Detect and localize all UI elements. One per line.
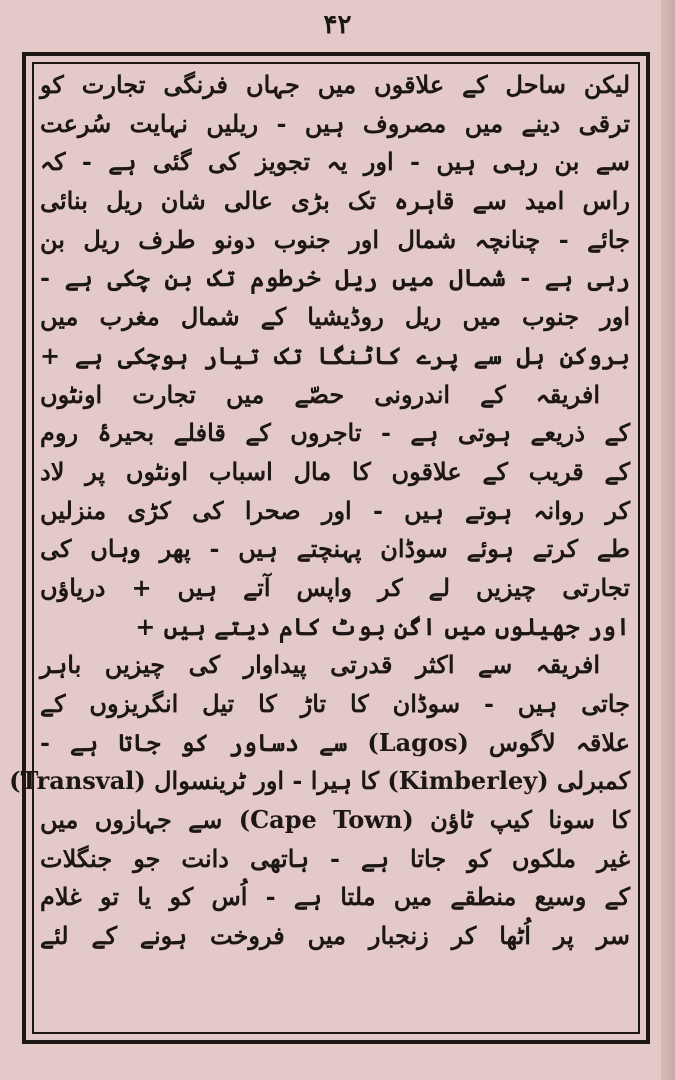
text-line: جاتی ہیں - سوڈان کا تاڑ کا تیل انگریزوں کے (40, 689, 630, 718)
text-line: طے کرتے ہوئے سوڈان پہنچتے ہیں - پھر وہاں کی (40, 534, 630, 564)
text-line: راس امید سے قاہرہ تک بڑی عالی شان ریل بنائی (40, 186, 630, 216)
text-line: کر روانہ ہوتے ہیں - اور صحرا کی کڑی منزلیں (40, 495, 630, 525)
text-line: رہی ہے - شمال میں ریل خرطوم تک بن چکی ہے - (40, 263, 630, 293)
text-line: بروکن ہل سے پرے کاٹنگا تک تیار ہوچکی ہے + (40, 340, 630, 370)
paragraph-end-line: اور جھیلوں میں اگن بوٹ کام دیتے ہیں + (135, 611, 630, 641)
body-text (9, 66, 630, 956)
text-line: لیکن ساحل کے علاقوں میں جہاں فرنگی تجارت کو (40, 70, 630, 99)
text-line: غیر ملکوں کو جاتا ہے - ہاتھی دانت جو جنگلات (40, 843, 630, 873)
paragraph-start-line: افریقہ سے اکثر قدرتی پیداوار کی چیزیں باہر (40, 650, 600, 680)
text-line: کا سونا کیپ ٹاؤن (Cape Town) سے جہازوں میں (40, 805, 630, 835)
text-line: تجارتی چیزیں لے کر واپس آتے ہیں + دریاؤں (40, 572, 630, 602)
text-line: کمبرلی (Kimberley) کا ہیرا - اور ٹرینسوال (Transval) (9, 766, 630, 796)
text-line: ترقی دینے میں مصروف ہیں - ریلیں نہایت سُرعت (40, 108, 630, 138)
text-line: کے ذریعے ہوتی ہے - تاجروں کے قافلے بحیرۂ روم (40, 418, 630, 448)
text-line: سے بن رہی ہیں - اور یہ تجویز کی گئی ہے - کہ (40, 147, 630, 177)
paragraph-start-line: افریقہ کے اندرونی حصّے میں تجارت اونٹوں (40, 379, 600, 409)
page-edge (661, 0, 675, 1080)
text-line: جائے - چنانچہ شمال اور جنوب دونو طرف ریل بن (40, 224, 630, 254)
text-line: اور جنوب میں ریل روڈیشیا کے شمال مغرب میں (40, 302, 630, 332)
page-number: ۴۲ (323, 10, 352, 40)
text-line: علاقہ لاگوس (Lagos) سے دساور کو جاتا ہے - (40, 727, 630, 757)
text-line: کے قریب کے علاقوں کا مال اسباب اونٹوں پر لاد (40, 456, 630, 486)
text-line: کے وسیع منطقے میں ملتا ہے - اُس کو یا تو غلام (40, 882, 630, 912)
text-line: سر پر اُٹھا کر زنجبار میں فروخت ہونے کے لئے (40, 921, 630, 951)
